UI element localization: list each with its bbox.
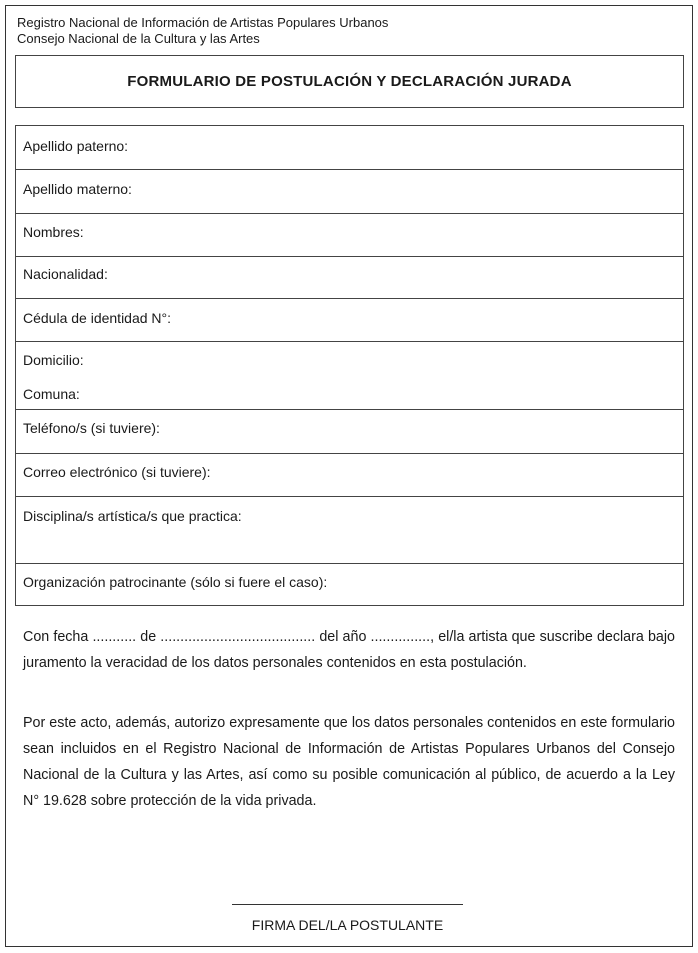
header-council: Consejo Nacional de la Cultura y las Artes	[17, 31, 260, 46]
signature-line[interactable]	[232, 904, 463, 905]
field-nombres[interactable]	[16, 214, 683, 257]
field-label: Organización patrocinante (sólo si fuere el caso):	[23, 574, 328, 590]
field-label-domicilio: Domicilio:	[23, 352, 84, 368]
field-organizacion[interactable]	[16, 564, 683, 605]
fields-table	[15, 125, 684, 606]
field-label: Nombres:	[23, 224, 84, 240]
field-domicilio-comuna[interactable]	[16, 342, 683, 410]
field-label: Nacionalidad:	[23, 266, 108, 282]
field-label-comuna: Comuna:	[23, 386, 80, 402]
signature-label: FIRMA DEL/LA POSTULANTE	[251, 917, 444, 933]
field-label: Apellido materno:	[23, 181, 132, 197]
field-apellido-paterno[interactable]	[16, 126, 683, 170]
field-disciplina[interactable]	[16, 497, 683, 564]
header-registry: Registro Nacional de Información de Artistas Populares Urbanos	[17, 15, 389, 30]
form-title: FORMULARIO DE POSTULACIÓN Y DECLARACIÓN JURADA	[15, 55, 684, 108]
field-label: Disciplina/s artística/s que practica:	[23, 508, 242, 524]
field-apellido-materno[interactable]	[16, 170, 683, 214]
field-label: Correo electrónico (si tuviere):	[23, 464, 211, 480]
field-telefono[interactable]	[16, 410, 683, 454]
declaration-paragraph-1: Con fecha ........... de ....................................... del año ..............., el/la artista que suscribe declara bajo juramento la veracidad de los datos personales contenidos en esta postulación.	[23, 629, 675, 671]
field-label: Cédula de identidad N°:	[23, 310, 172, 326]
field-label: Teléfono/s (si tuviere):	[23, 420, 160, 436]
field-label: Apellido paterno:	[23, 138, 129, 154]
field-correo[interactable]	[16, 454, 683, 497]
field-cedula[interactable]	[16, 299, 683, 342]
field-nacionalidad[interactable]	[16, 257, 683, 299]
declaration-paragraph-2: Por este acto, además, autorizo expresamente que los datos personales contenidos en este formulario sean incluidos en el Registro Nacional de Información de Artistas Populares Urbanos del Consejo Nacional de la Cultura y las Artes, así como su posible comunicación al público, de acuerdo a la Ley N° 19.628 sobre protección de la vida privada.	[23, 715, 675, 809]
